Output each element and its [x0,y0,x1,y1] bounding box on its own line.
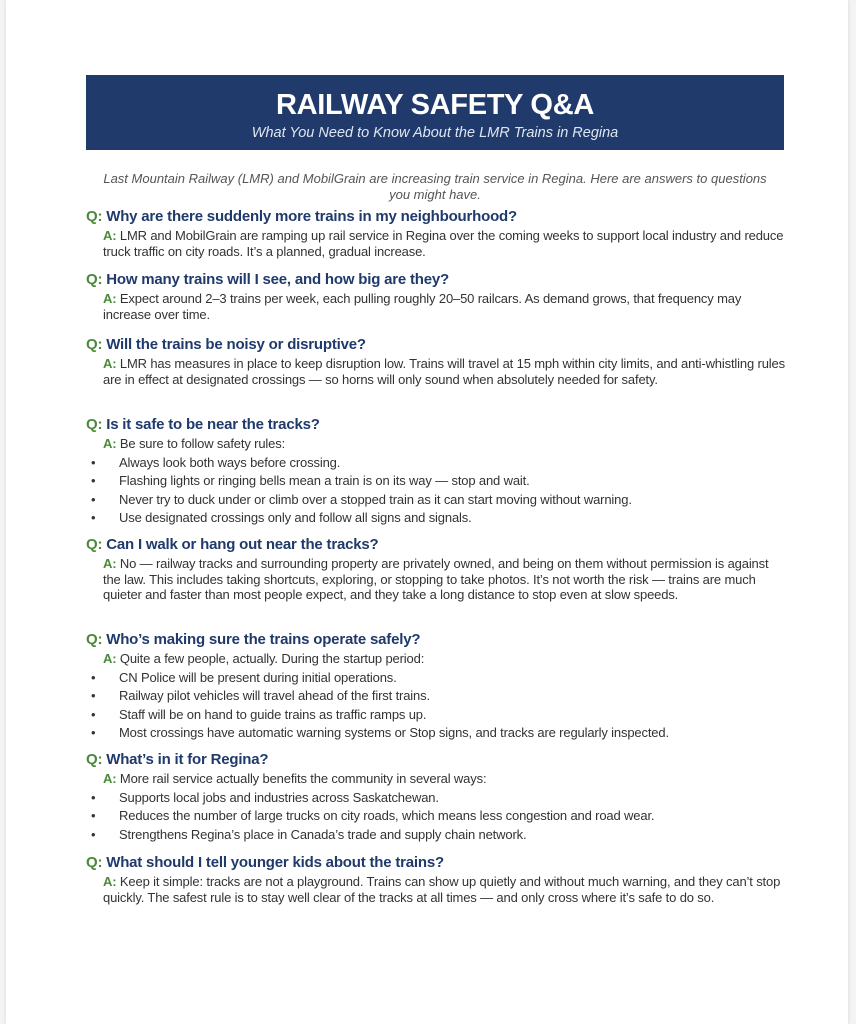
a-label: A: [103,356,117,371]
list-item: • Always look both ways before crossing. [86,455,786,471]
q-label: Q: [86,208,103,225]
list-item: • Supports local jobs and industries across Saskatchewan. [86,790,786,806]
bullet-list [86,790,786,843]
answer [103,556,786,603]
list-item: • CN Police will be present during initial operations. [86,670,786,686]
question [86,536,786,553]
list-item: • Flashing lights or ringing bells mean a train is on its way — stop and wait. [86,473,786,489]
question-text: How many trains will I see, and how big are they? [106,271,450,288]
answer-text: Expect around 2–3 trains per week, each pulling roughly 20–50 railcars. As demand grows, that frequency may increase over time. [103,291,742,322]
a-label: A: [103,771,117,786]
answer-text: Be sure to follow safety rules: [119,436,286,451]
q-label: Q: [86,271,103,288]
qa-section [86,416,786,529]
qa-section [86,271,786,322]
answer [103,356,786,387]
answer-text: Quite a few people, actually. During the startup period: [119,651,425,666]
question [86,271,786,288]
answer [103,291,786,322]
question [86,416,786,433]
qa-section [86,751,786,845]
qa-section [86,854,786,905]
q-label: Q: [86,854,103,871]
a-label: A: [103,436,117,451]
q-label: Q: [86,751,103,768]
answer-text: LMR has measures in place to keep disruption low. Trains will travel at 15 mph within city limits, and anti-whistling rules are in effect at designated crossings — so horns will only sound when absolutely needed for safety. [103,356,785,387]
qa-section [86,536,786,603]
bullet-list [86,670,786,741]
list-item: • Strengthens Regina’s place in Canada’s trade and supply chain network. [86,827,786,843]
question [86,751,786,768]
question [86,854,786,871]
a-label: A: [103,556,117,571]
list-item: • Reduces the number of large trucks on city roads, which means less congestion and road wear. [86,808,786,824]
a-label: A: [103,228,117,243]
answer-text: LMR and MobilGrain are ramping up rail service in Regina over the coming weeks to support local industry and reduce truck traffic on city roads. It’s a planned, gradual increase. [103,228,784,259]
answer [103,228,786,259]
list-item: • Never try to duck under or climb over a stopped train as it can start moving without warning. [86,492,786,508]
bullet-list [86,455,786,526]
list-item: • Staff will be on hand to guide trains as traffic ramps up. [86,707,786,723]
answer [103,771,786,787]
question-text: Why are there suddenly more trains in my neighbourhood? [106,208,517,225]
qa-section [86,208,786,259]
question-text: What should I tell younger kids about the trains? [106,854,444,871]
answer [103,651,786,667]
question-text: Will the trains be noisy or disruptive? [106,336,366,353]
page-subtitle: What You Need to Know About the LMR Trains in Regina [251,125,619,141]
answer-text: No — railway tracks and surrounding property are privately owned, and being on them without permission is against the law. This includes taking shortcuts, exploring, or stopping to take photos. It’s not worth the risk — trains are much quieter and faster than most people expect, and they take a long distance to stop even at slow speeds. [103,556,769,602]
qa-section [86,336,786,387]
qa-section [86,631,786,744]
a-label: A: [103,874,117,889]
question-text: Is it safe to be near the tracks? [106,416,320,433]
title-banner [86,75,784,150]
answer [103,874,786,905]
q-label: Q: [86,536,103,553]
question [86,631,786,648]
q-label: Q: [86,416,103,433]
answer-text: Keep it simple: tracks are not a playground. Trains can show up quietly and without much warning, and they can’t stop quickly. The safest rule is to stay well clear of the tracks at all times — and only cross where it’s safe to do so. [103,874,781,905]
intro-text: Last Mountain Railway (LMR) and MobilGrain are increasing train service in Regina. Here are answers to questions you might have. [103,171,767,202]
list-item: • Railway pilot vehicles will travel ahead of the first trains. [86,688,786,704]
a-label: A: [103,651,117,666]
q-label: Q: [86,336,103,353]
question [86,208,786,225]
question-text: Can I walk or hang out near the tracks? [106,536,379,553]
question-text: Who’s making sure the trains operate safely? [106,631,421,648]
question [86,336,786,353]
answer [103,436,786,452]
document-page [6,0,848,1024]
list-item: • Most crossings have automatic warning systems or Stop signs, and tracks are regularly inspected. [86,725,786,741]
question-text: What’s in it for Regina? [106,751,269,768]
page-title: RAILWAY SAFETY Q&A [276,89,594,121]
a-label: A: [103,291,117,306]
q-label: Q: [86,631,103,648]
answer-text: More rail service actually benefits the community in several ways: [119,771,487,786]
list-item: • Use designated crossings only and follow all signs and signals. [86,510,786,526]
